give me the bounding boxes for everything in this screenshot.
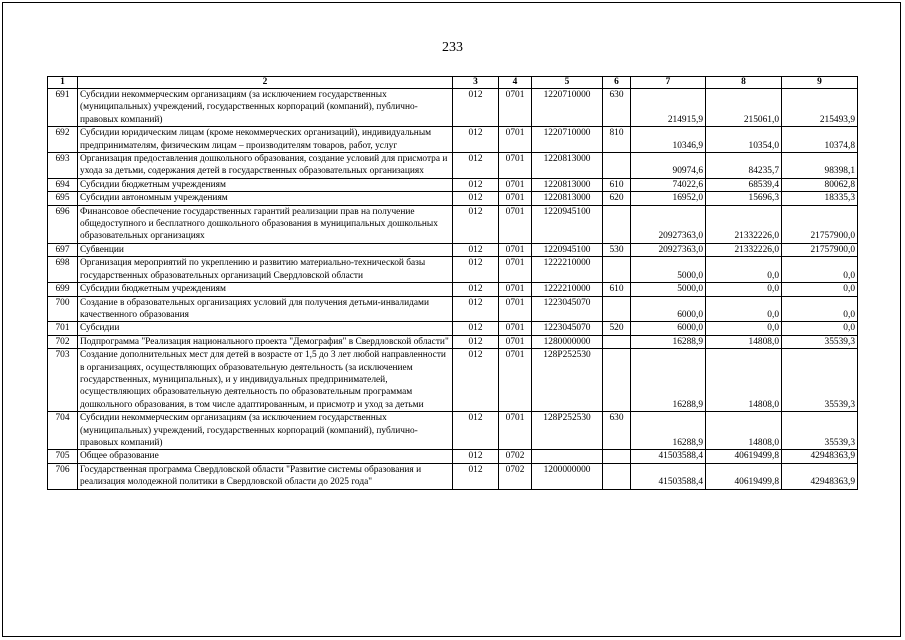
code-expense-type: 610	[603, 178, 631, 191]
row-number: 699	[48, 283, 78, 296]
table-row	[48, 450, 858, 463]
table-row	[48, 296, 858, 322]
code-expense-type	[603, 296, 631, 322]
column-header: 3	[453, 77, 499, 89]
value-col8: 0,0	[706, 296, 782, 322]
code-ministry: 012	[453, 243, 499, 256]
value-col7: 16288,9	[631, 412, 706, 450]
value-col7: 41503588,4	[631, 450, 706, 463]
code-section: 0701	[499, 257, 532, 283]
code-expense-type	[603, 205, 631, 243]
code-target: 1220813000	[532, 192, 603, 205]
code-ministry: 012	[453, 412, 499, 450]
code-target: 128P252530	[532, 412, 603, 450]
table-row	[48, 89, 858, 127]
value-col9: 98398,1	[782, 153, 858, 179]
code-target: 1222210000	[532, 257, 603, 283]
value-col8: 21332226,0	[706, 205, 782, 243]
value-col9: 0,0	[782, 283, 858, 296]
code-expense-type	[603, 349, 631, 412]
row-number: 698	[48, 257, 78, 283]
value-col7: 74022,6	[631, 178, 706, 191]
code-ministry: 012	[453, 89, 499, 127]
column-header: 7	[631, 77, 706, 89]
value-col9: 0,0	[782, 257, 858, 283]
code-ministry: 012	[453, 127, 499, 153]
table-row	[48, 322, 858, 335]
code-expense-type: 620	[603, 192, 631, 205]
code-target: 1220710000	[532, 127, 603, 153]
value-col9: 0,0	[782, 322, 858, 335]
value-col8: 68539,4	[706, 178, 782, 191]
code-target: 1220813000	[532, 178, 603, 191]
code-ministry: 012	[453, 335, 499, 348]
code-target: 1220813000	[532, 153, 603, 179]
code-ministry: 012	[453, 463, 499, 489]
row-name: Организация предоставления дошкольного образования, создание условий для присмотра и ухода за детьми, содержания детей в государственных образовательных организациях	[78, 153, 453, 179]
value-col7: 16288,9	[631, 335, 706, 348]
code-target: 1220945100	[532, 243, 603, 256]
code-ministry: 012	[453, 153, 499, 179]
code-expense-type: 810	[603, 127, 631, 153]
column-header: 9	[782, 77, 858, 89]
row-number: 702	[48, 335, 78, 348]
code-section: 0701	[499, 205, 532, 243]
value-col7: 6000,0	[631, 296, 706, 322]
code-section: 0701	[499, 127, 532, 153]
value-col8: 40619499,8	[706, 450, 782, 463]
value-col7: 16288,9	[631, 349, 706, 412]
table-row	[48, 412, 858, 450]
row-name: Организация мероприятий по укреплению и развитию материально-технической базы государственных образовательных организаций Свердловской области	[78, 257, 453, 283]
code-ministry: 012	[453, 450, 499, 463]
value-col8: 14808,0	[706, 335, 782, 348]
value-col9: 21757900,0	[782, 243, 858, 256]
row-number: 704	[48, 412, 78, 450]
code-expense-type	[603, 335, 631, 348]
value-col7: 6000,0	[631, 322, 706, 335]
value-col7: 5000,0	[631, 257, 706, 283]
row-name: Государственная программа Свердловской области "Развитие системы образования и реализация молодежной политики в Свердловской области до 2025 года"	[78, 463, 453, 489]
code-expense-type: 630	[603, 89, 631, 127]
row-name: Общее образование	[78, 450, 453, 463]
table-row	[48, 349, 858, 412]
code-ministry: 012	[453, 349, 499, 412]
value-col7: 5000,0	[631, 283, 706, 296]
value-col8: 14808,0	[706, 412, 782, 450]
code-ministry: 012	[453, 178, 499, 191]
value-col9: 18335,3	[782, 192, 858, 205]
column-header: 1	[48, 77, 78, 89]
row-name: Субсидии	[78, 322, 453, 335]
row-name: Субсидии бюджетным учреждениям	[78, 283, 453, 296]
value-col8: 0,0	[706, 283, 782, 296]
code-section: 0701	[499, 349, 532, 412]
column-header: 2	[78, 77, 453, 89]
value-col9: 0,0	[782, 296, 858, 322]
row-number: 692	[48, 127, 78, 153]
value-col7: 20927363,0	[631, 243, 706, 256]
row-name: Субсидии некоммерческим организациям (за исключением государственных (муниципальных) учреждений, государственных корпораций (компаний), публично-правовых компаний)	[78, 412, 453, 450]
code-section: 0701	[499, 335, 532, 348]
value-col7: 20927363,0	[631, 205, 706, 243]
row-number: 697	[48, 243, 78, 256]
column-header: 5	[532, 77, 603, 89]
column-header: 6	[603, 77, 631, 89]
row-number: 695	[48, 192, 78, 205]
code-target: 1280000000	[532, 335, 603, 348]
table-row	[48, 463, 858, 489]
code-section: 0701	[499, 296, 532, 322]
code-section: 0701	[499, 412, 532, 450]
table-row	[48, 127, 858, 153]
row-number: 700	[48, 296, 78, 322]
value-col9: 10374,8	[782, 127, 858, 153]
code-expense-type: 630	[603, 412, 631, 450]
table-row	[48, 178, 858, 191]
value-col9: 35539,3	[782, 412, 858, 450]
code-expense-type: 520	[603, 322, 631, 335]
value-col8: 15696,3	[706, 192, 782, 205]
row-name: Финансовое обеспечение государственных гарантий реализации прав на получение общедоступного и бесплатного дошкольного образования в муниципальных дошкольных образовательных организациях	[78, 205, 453, 243]
table-row	[48, 335, 858, 348]
budget-table	[47, 76, 858, 490]
code-section: 0701	[499, 192, 532, 205]
value-col8: 215061,0	[706, 89, 782, 127]
code-target: 128P252530	[532, 349, 603, 412]
code-section: 0701	[499, 322, 532, 335]
row-number: 701	[48, 322, 78, 335]
code-expense-type: 530	[603, 243, 631, 256]
code-expense-type	[603, 153, 631, 179]
code-ministry: 012	[453, 257, 499, 283]
value-col8: 14808,0	[706, 349, 782, 412]
value-col7: 41503588,4	[631, 463, 706, 489]
code-target: 1222210000	[532, 283, 603, 296]
code-ministry: 012	[453, 192, 499, 205]
row-number: 703	[48, 349, 78, 412]
row-number: 693	[48, 153, 78, 179]
code-section: 0701	[499, 283, 532, 296]
code-expense-type: 610	[603, 283, 631, 296]
value-col8: 0,0	[706, 322, 782, 335]
row-number: 706	[48, 463, 78, 489]
page-number: 233	[442, 40, 463, 55]
value-col9: 42948363,9	[782, 450, 858, 463]
value-col8: 21332226,0	[706, 243, 782, 256]
code-ministry: 012	[453, 296, 499, 322]
row-number: 691	[48, 89, 78, 127]
value-col9: 215493,9	[782, 89, 858, 127]
code-target	[532, 450, 603, 463]
table-row	[48, 153, 858, 179]
value-col8: 0,0	[706, 257, 782, 283]
code-section: 0701	[499, 153, 532, 179]
value-col8: 10354,0	[706, 127, 782, 153]
column-header: 8	[706, 77, 782, 89]
table-body	[48, 89, 858, 490]
code-ministry: 012	[453, 205, 499, 243]
code-ministry: 012	[453, 283, 499, 296]
row-name: Субсидии бюджетным учреждениям	[78, 178, 453, 191]
row-name: Субсидии автономным учреждениям	[78, 192, 453, 205]
table-row	[48, 192, 858, 205]
row-name: Субсидии юридическим лицам (кроме некоммерческих организаций), индивидуальным предпринимателям, физическим лицам – производителям товаров, работ, услуг	[78, 127, 453, 153]
code-target: 1200000000	[532, 463, 603, 489]
value-col8: 40619499,8	[706, 463, 782, 489]
value-col9: 80062,8	[782, 178, 858, 191]
value-col7: 214915,9	[631, 89, 706, 127]
value-col9: 21757900,0	[782, 205, 858, 243]
value-col7: 16952,0	[631, 192, 706, 205]
code-section: 0702	[499, 463, 532, 489]
row-number: 696	[48, 205, 78, 243]
code-expense-type	[603, 463, 631, 489]
table-row	[48, 257, 858, 283]
value-col9: 35539,3	[782, 335, 858, 348]
code-section: 0701	[499, 178, 532, 191]
value-col9: 35539,3	[782, 349, 858, 412]
row-name: Подпрограмма "Реализация национального проекта "Демография" в Свердловской области"	[78, 335, 453, 348]
code-ministry: 012	[453, 322, 499, 335]
code-expense-type	[603, 450, 631, 463]
value-col8: 84235,7	[706, 153, 782, 179]
table-row	[48, 205, 858, 243]
value-col7: 10346,9	[631, 127, 706, 153]
code-target: 1220945100	[532, 205, 603, 243]
code-target: 1220710000	[532, 89, 603, 127]
code-section: 0702	[499, 450, 532, 463]
row-name: Субвенции	[78, 243, 453, 256]
row-number: 694	[48, 178, 78, 191]
code-section: 0701	[499, 89, 532, 127]
value-col7: 90974,6	[631, 153, 706, 179]
row-name: Создание дополнительных мест для детей в возрасте от 1,5 до 3 лет любой направленности в организациях, осуществляющих образовательную деятельность (за исключением государственных, муниципальных), и у индивидуальных предпринимателей, осуществляющих образовательную деятельность по образовательным программам дошкольного образования, в том числе адаптированным, и присмотр и уход за детьми	[78, 349, 453, 412]
value-col9: 42948363,9	[782, 463, 858, 489]
row-name: Субсидии некоммерческим организациям (за исключением государственных (муниципальных) учреждений, государственных корпораций (компаний), публично-правовых компаний)	[78, 89, 453, 127]
row-name: Создание в образовательных организациях условий для получения детьми-инвалидами качественного образования	[78, 296, 453, 322]
table-row	[48, 283, 858, 296]
table-row	[48, 243, 858, 256]
column-header: 4	[499, 77, 532, 89]
code-target: 1223045070	[532, 296, 603, 322]
code-target: 1223045070	[532, 322, 603, 335]
table-header-row	[48, 77, 858, 89]
code-expense-type	[603, 257, 631, 283]
code-section: 0701	[499, 243, 532, 256]
row-number: 705	[48, 450, 78, 463]
